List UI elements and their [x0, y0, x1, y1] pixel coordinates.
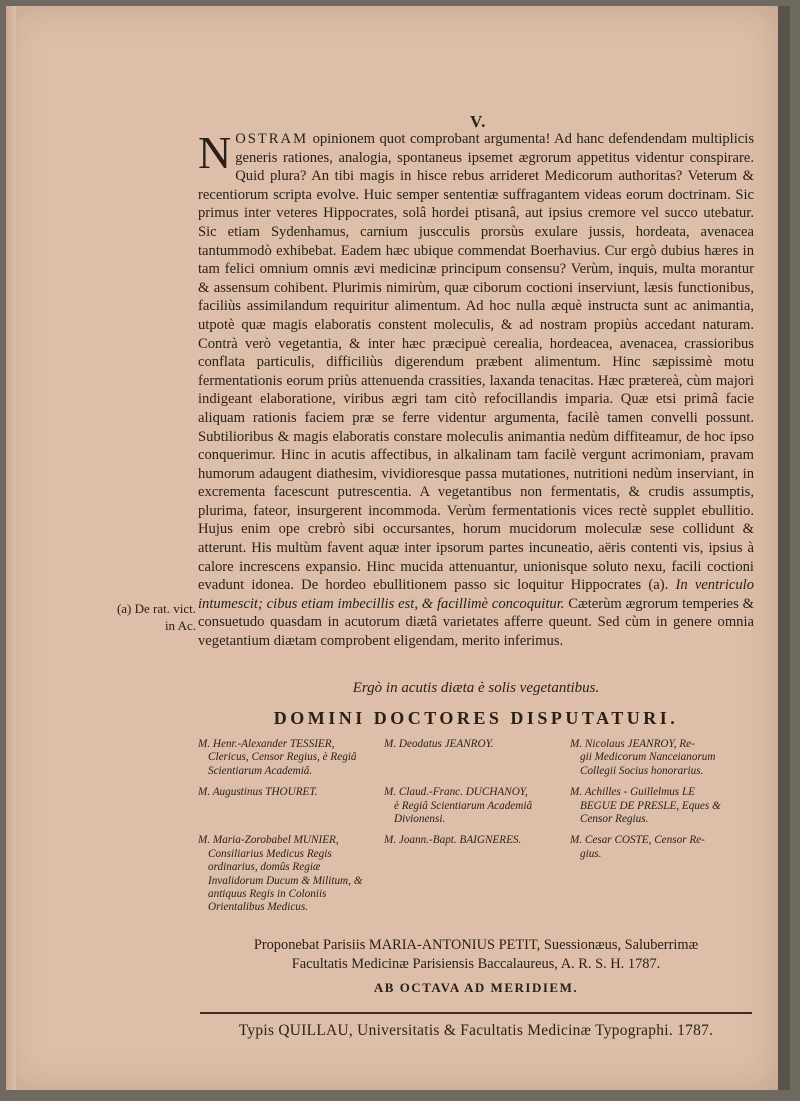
doctor-detail: Clericus, Censor Regius, è Regiâ Scientiarum Academiâ. — [208, 751, 357, 777]
lead-word: OSTRAM — [235, 131, 309, 147]
doctor-name: M. Claud.-Franc. DUCHANOY, — [384, 786, 528, 799]
paragraph-tail: Cæterùm ægrorum temperies & consuetudo quasdam in acutorum diætâ varietates afferre queunt. Sed cùm in genere omnia vegetantium diætam comprobent eligendam, merito inferimus. — [198, 595, 754, 650]
doctor-name: M. Cesar COSTE, Censor Re- — [570, 834, 705, 847]
doctor-name: M. Deodatus JEANROY. — [384, 738, 494, 750]
thesis-conclusion: Ergò in acutis diæta è solis vegetantibus. — [352, 680, 600, 696]
doctor-name: M. Henr.-Alexander TESSIER, — [198, 738, 335, 750]
printer-imprint: Typis QUILLAU, Universitatis & Facultatis Medicinæ Typographi. 1787. — [238, 1022, 714, 1039]
doctor-entry — [384, 786, 570, 826]
doctor-entry — [384, 834, 570, 914]
main-paragraph — [198, 127, 754, 651]
session-hours: AB OCTAVA AD MERIDIEM. — [373, 980, 579, 995]
doctor-entry — [198, 786, 384, 826]
doctor-name: M. Maria-Zorobabel MUNIER, — [198, 834, 339, 847]
doctor-name: M. Augustinus THOURET. — [198, 786, 318, 799]
doctor-name: M. Achilles - Guillelmus LE — [570, 786, 696, 799]
doctor-entry — [198, 738, 384, 778]
doctor-detail: Consiliarius Medicus Regis ordinarius, domûs Regiæ Invalidorum Ducum & Militum, & antiquus Regis in Coloniis Orientalibus Medicus. — [208, 847, 363, 914]
page-number: V. — [470, 112, 487, 131]
doctors-heading: DOMINI DOCTORES DISPUTATURI. — [273, 708, 679, 728]
drop-cap: N — [198, 127, 232, 178]
doctor-entry — [570, 786, 758, 826]
doctors-list — [198, 738, 758, 915]
doctor-entry — [198, 834, 384, 914]
doctor-name: M. Joann.-Bapt. BAIGNERES. — [384, 834, 522, 847]
doctor-name: M. Nicolaus JEANROY, Re- — [570, 738, 695, 750]
presenter-line: Facultatis Medicinæ Parisiensis Baccalaureus, A. R. S. H. 1787. — [291, 956, 661, 972]
presenter-line: Proponebat Parisiis MARIA-ANTONIUS PETIT, Suessionæus, Saluberrimæ — [253, 937, 699, 953]
page-gutter — [6, 6, 16, 1090]
doctor-detail: BEGUE DE PRESLE, Eques & Censor Regius. — [580, 799, 721, 826]
doctor-entry — [570, 834, 758, 914]
doctor-detail: gii Medicorum Nanceianorum Collegii Socius honorarius. — [580, 751, 716, 777]
margin-footnote: (a) De rat. vict. in Ac. — [116, 601, 196, 633]
doctor-entry — [384, 738, 570, 778]
doctor-entry — [570, 738, 758, 778]
doctor-detail: gius. — [580, 847, 602, 860]
paragraph-text: opinionem quot comprobant argumenta! Ad hanc defendendam multiplicis generis rationes, analogia, spontaneus ipsemet ægrorum appetitus videntur conspirare. Quid plura? An tibi magis in hisce rebus arrideret Medicorum authoritas? Veterum & recentiorum scripta evolve. Huic semper sententiæ suffragantem videas eorum doctrinam. Sic primus inter veteres Hippocrates, solâ hordei ptisanâ, aut ipsius cremore vel succo utebatur. Sic etiam Sydenhamus, carnium juscculis prorsùs exulare jussis, hordeata, avenacea tantummodò exhibebat. Eadem hæc ubique commendat Boerhavius. Cur ergò dubius hæres in tam felici omnium omnis ævi medicinæ principum consensu? Verùm, inquis, multa morantur & assensum cohibent. Plurimis nimirùm, quæ ciborum coctioni inserviunt, læsis functionibus, faciliùs assimilandum requiritur alimentum. Ad hoc nulla æquè instructa sunt ac animantia, utpotè quæ magis elaboratis constent moleculis, & ad nostram propiùs accedant naturam. Contrà verò vegetantia, & inter hæc præcipuè cerealia, hordeacea, avenacea, crassioribus conflata particulis, difficiliùs digerendum præbent alimentum. Hinc sæpissimè motu fermentationis eorum priùs attenuenda crassities, laxanda tenacitas. Hæc prætereà, cùm majori indigeant elaboratione, viribus ægri tam citò refocillandis imparia. Quæ etsi primâ facie aliquam rationis faciem præ se ferre videntur argumenta, facilè tamen convelli possunt. Subtilioribus & magis elaboratis constare moleculis animantia nedùm diffiteamur, de hoc ipso conquerimur. Hinc in acutis affectibus, in alkalinam tam facilè vergunt acrimoniam, pravam humorum adaugent diathesim, vividioresque passa mutationes, nutritioni nedùm inserviant, in excrementa facescunt putrescentia. A vegetantibus non fermentatis, & crudis assumptis, plurima, fateor, insurgerent incommoda. Verùm fermentationis vices rectè supplet ebullitio. Hujus enim ope crebrò sibi occursantes, horum mucidorum moleculæ sese collidunt & atterunt. His multùm favent aquæ inter ipsorum partes incuneatio, aëris contenti vis, ipsius à calore increscens expansio. Hinc mucida attenuantur, unionisque soluto nexu, facili coctioni evadunt idonea. De hordeo ebullitionem passo sic loquitur Hippocrates (a). — [198, 131, 754, 594]
doctor-detail: è Regiâ Scientiarum Academiâ Divionensi. — [394, 799, 533, 826]
presenter-statement — [198, 936, 754, 974]
divider-rule — [200, 1012, 752, 1014]
hippocrates-quote: In ventriculo intumescit; cibus etiam imbecillis est, & facillimè concoquitur. — [198, 577, 754, 612]
